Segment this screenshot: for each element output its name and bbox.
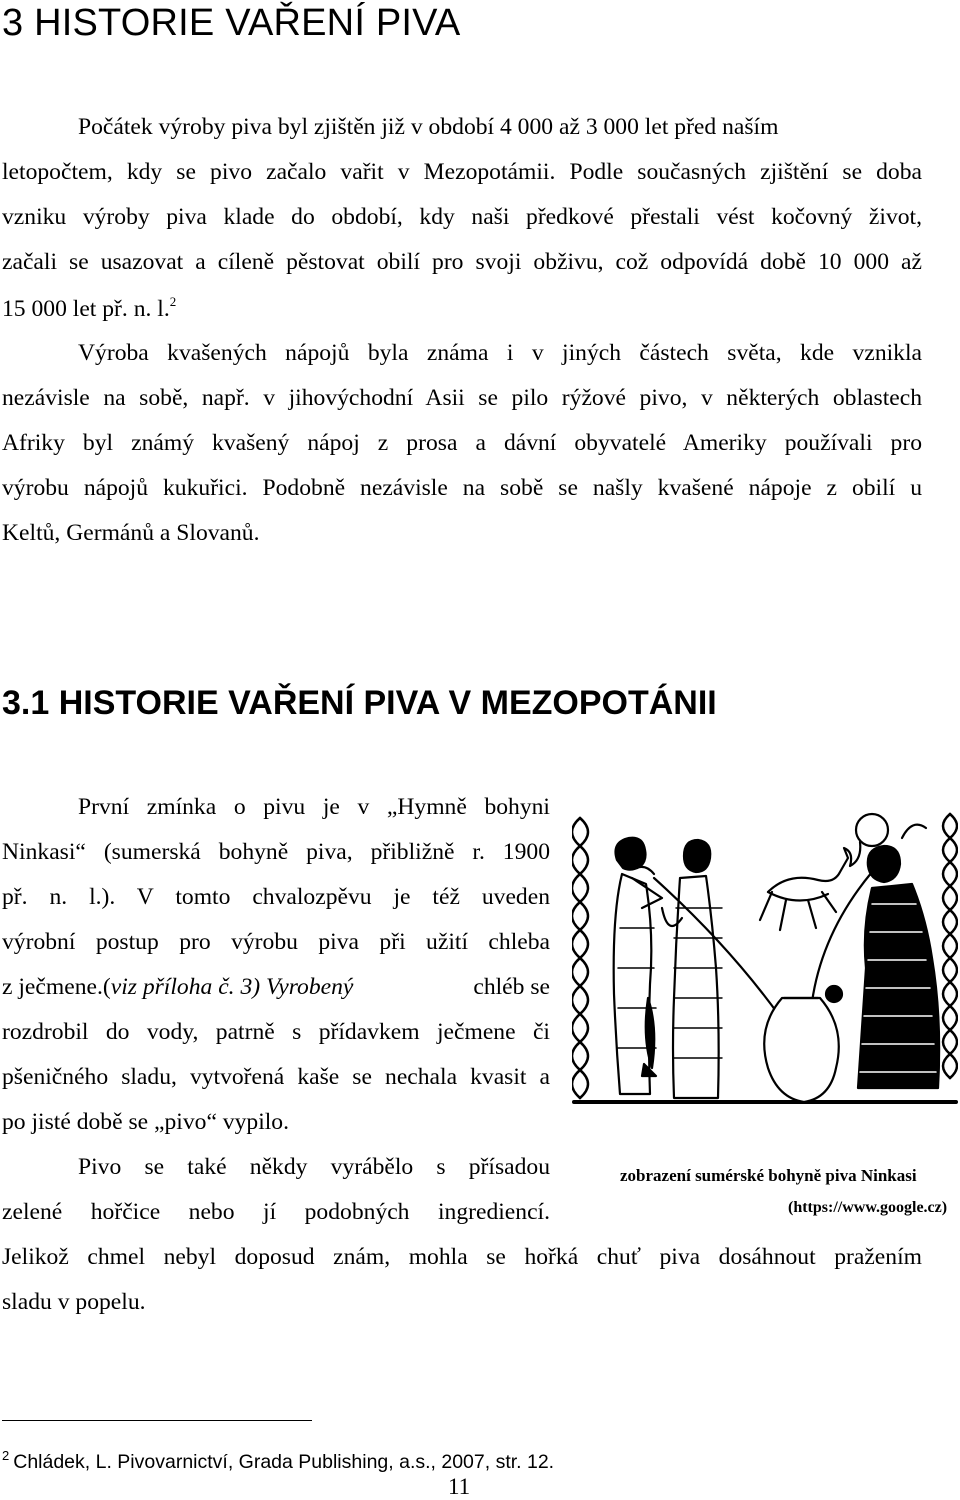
text-span: z ječmene.( — [2, 974, 111, 1000]
braid-border-right — [943, 814, 957, 1078]
ninkasi-illustration — [572, 808, 958, 1108]
text-line: nezávisle na sobě, např. v jihovýchodní Asii se pilo rýžové pivo, v některých oblastech — [2, 385, 922, 411]
footnote-number: 2 — [2, 1448, 10, 1463]
text-line: rozdrobil do vody, patrně s přídavkem ječmene či — [2, 1019, 550, 1045]
text-line-content: 15 000 let př. n. l. — [2, 296, 170, 322]
figure-caption: zobrazení sumérské bohyně piva Ninkasi — [620, 1166, 917, 1185]
text-line: př. n. l.). V tomto chvalozpěvu je též uveden — [2, 884, 550, 910]
text-line: zelené hořčice nebo jí podobných ingrediencí. — [2, 1199, 550, 1225]
moon-disk — [856, 814, 888, 846]
text-line: Jelikož chmel nebyl doposud znám, mohla se hořká chuť piva dosáhnout pražením — [2, 1244, 922, 1270]
text-line: Ninkasi“ (sumerská bohyně piva, přibližně r. 1900 — [2, 839, 550, 865]
text-line — [2, 974, 550, 1001]
text-span: chléb se — [473, 974, 550, 1000]
footnote-ref: 2 — [169, 294, 177, 309]
bowl — [826, 986, 842, 1002]
text-line: po jisté době se „pivo“ vypilo. — [2, 1109, 290, 1135]
figure-middle — [662, 840, 722, 1098]
figure-left — [614, 838, 662, 1094]
footnote-text: Chládek, L. Pivovarnictví, Grada Publishing, a.s., 2007, str. 12. — [13, 1451, 555, 1473]
text-line — [2, 294, 176, 323]
text-line: Keltů, Germánů a Slovanů. — [2, 520, 260, 546]
goat — [760, 842, 860, 930]
text-line: sladu v popelu. — [2, 1289, 146, 1315]
beer-jar — [764, 998, 839, 1102]
footnote — [2, 1448, 554, 1474]
text-line: výrobní postup pro výrobu piva při užití chleba — [2, 929, 550, 955]
drinking-straw — [812, 872, 872, 1002]
page-number: 11 — [448, 1474, 471, 1499]
text-line: letopočtem, kdy se pivo začalo vařit v Mezopotámii. Podle současných zjištění se doba — [2, 159, 922, 185]
text-line: Pivo se také někdy vyrábělo s přísadou — [78, 1154, 550, 1180]
text-line: začali se usazovat a cíleně pěstovat obilí pro svoji obživu, což odpovídá době 10 000 až — [2, 249, 922, 275]
footnote-divider — [2, 1420, 312, 1421]
braid-border-left — [572, 818, 588, 1098]
text-line: výrobu nápojů kukuřici. Podobně nezávisle na sobě se našly kvašené nápoje z obilí u — [2, 475, 922, 501]
page-heading: 3 HISTORIE VAŘENÍ PIVA — [2, 2, 461, 44]
text-line: vzniku výroby piva klade do období, kdy naši předkové přestali vést kočovný život, — [2, 204, 922, 230]
text-line: Výroba kvašených nápojů byla známa i v jiných částech světa, kde vznikla — [78, 340, 922, 366]
goddess-ninkasi — [858, 825, 939, 1088]
figure-source: (https://www.google.cz) — [788, 1199, 948, 1216]
text-line: Počátek výroby piva byl zjištěn již v období 4 000 až 3 000 let před naším — [78, 114, 779, 140]
text-line: První zmínka o pivu je v „Hymně bohyni — [78, 794, 550, 820]
text-line-content — [2, 974, 353, 1001]
text-line: pšeničného sladu, vytvořená kaše se nechala kvasit a — [2, 1064, 550, 1090]
section-heading: 3.1 HISTORIE VAŘENÍ PIVA V MEZOPOTÁNII — [2, 684, 717, 722]
text-line: Afriky byl známý kvašený nápoj z prosa a dávní obyvatelé Ameriky používali pro — [2, 430, 922, 456]
italic-reference: viz příloha č. 3) Vyrobený — [110, 974, 354, 1000]
